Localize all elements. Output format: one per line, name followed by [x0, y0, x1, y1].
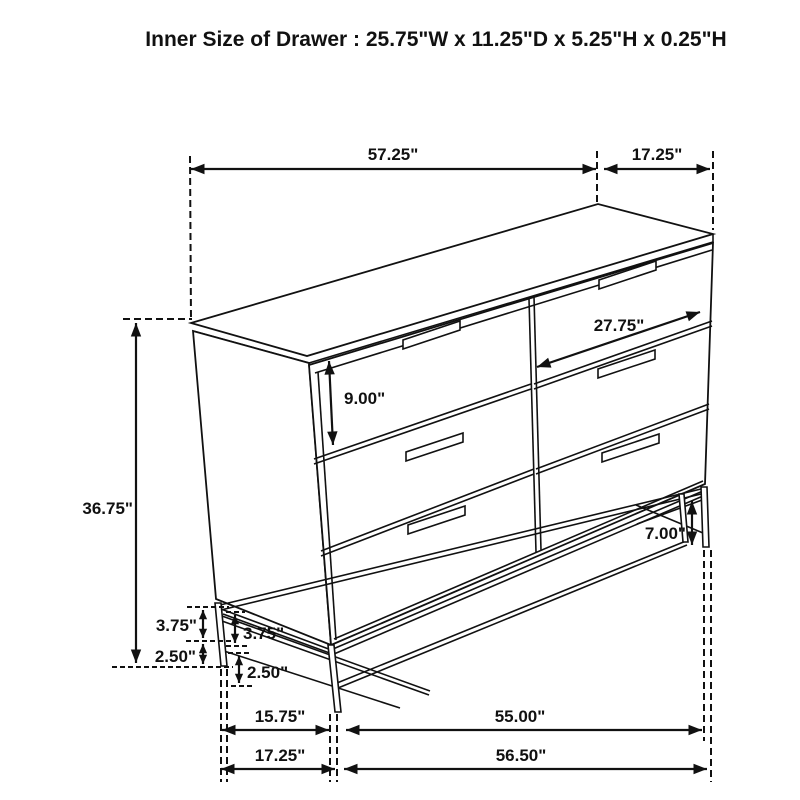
- dim-rear-leg-upper-label: 3.75": [155, 616, 197, 635]
- dim-bottom-width-label: 56.50": [495, 746, 547, 765]
- dim-rear-leg-lower: [112, 644, 233, 667]
- rear-left-leg: [215, 603, 227, 666]
- dim-overall-height: [82, 319, 192, 663]
- front-left-leg: [328, 645, 341, 712]
- diagram-title: Inner Size of Drawer : 25.75"W x 11.25"D x 5.25"H x 0.25"H: [145, 28, 727, 51]
- dim-front-leg-lower: [228, 653, 288, 686]
- dim-top-depth-label: 17.25": [631, 145, 683, 164]
- dim-top-width-label: 57.25": [367, 145, 419, 164]
- dim-front-leg-lower-label: 2.50": [247, 663, 289, 682]
- dim-base-front-width-label: 55.00": [494, 707, 546, 726]
- dim-leg-clearance-label: 7.00": [644, 524, 686, 543]
- dim-base-side-depth: [222, 707, 329, 730]
- dim-front-leg-upper-label: 3.75": [243, 624, 285, 643]
- dim-bottom-depth: [221, 746, 335, 769]
- dim-drawer-width-label: 27.75": [593, 316, 645, 335]
- dim-base-side-depth-label: 15.75": [254, 707, 306, 726]
- front-right-leg: [701, 487, 709, 547]
- dim-drawer-height-label: 9.00": [344, 389, 386, 408]
- dim-overall-height-label: 36.75": [82, 499, 133, 518]
- dim-rear-leg-lower-label: 2.50": [154, 647, 196, 666]
- dim-base-front-width: [346, 707, 702, 730]
- dim-bottom-depth-label: 17.25": [254, 746, 306, 765]
- dim-bottom-width: [344, 746, 707, 769]
